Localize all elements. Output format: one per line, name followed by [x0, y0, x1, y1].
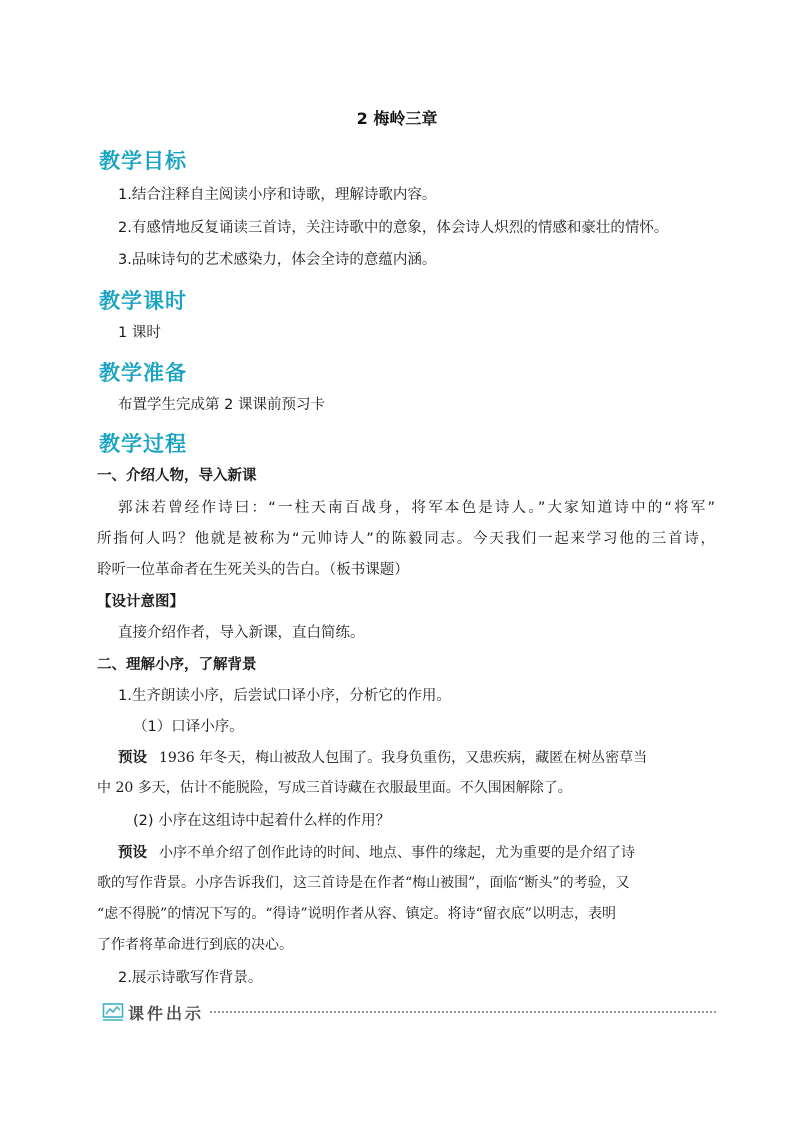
answer-1-line-2: 中 20 多天，估计不能脱险，写成三首诗藏在衣服最里面。不久围困解除了。	[97, 780, 572, 796]
part2-title: 二、理解小序，了解背景	[97, 657, 257, 673]
answer-1-line-1-text: 1936 年冬天，梅山被敌人包围了。我身负重伤，又患疾病，藏匿在树丛密草当	[159, 750, 648, 766]
footer-dotted-rule	[210, 1011, 716, 1013]
part1-title: 一、介绍人物，导入新课	[97, 468, 257, 484]
design-intent-text: 直接介绍作者，导入新课，直白简练。	[118, 625, 365, 641]
answer-2-line-1	[118, 844, 715, 862]
heading-hours: 教学课时	[99, 289, 187, 313]
answer-2-line-3: “虑不得脱”的情况下写的。“得诗”说明作者从容、镇定。将诗“留衣底”以明志，表明	[97, 906, 616, 922]
hours-text: 1 课时	[118, 325, 161, 341]
question-2: (2) 小序在这组诗中起着什么样的作用？	[133, 813, 391, 829]
goal-item-2: 2.有感情地反复诵读三首诗，关注诗歌中的意象，体会诗人炽烈的情感和豪壮的情怀。	[118, 220, 669, 236]
question-1: （1）口译小序。	[133, 719, 244, 735]
answer-2-line-2: 歌的写作背景。小序告诉我们，这三首诗是在作者“梅山被围”，面临“断头”的考验，又	[97, 875, 630, 891]
part1-para-line-3: 聆听一位革命者在生死关头的告白。（板书课题）	[97, 562, 409, 578]
heading-prep: 教学准备	[99, 361, 187, 385]
answer-1-line-1	[118, 749, 715, 767]
courseware-label: 课件出示	[128, 1004, 205, 1023]
heading-process: 教学过程	[99, 432, 187, 456]
answer-2-line-4: 了作者将革命进行到底的决心。	[97, 937, 293, 953]
part1-para-line-2: 所指何人吗？他就是被称为“元帅诗人”的陈毅同志。今天我们一起来学习他的三首诗，	[97, 531, 715, 547]
part2-step-2: 2.展示诗歌写作背景。	[118, 970, 263, 986]
preset-label-1: 预设	[118, 750, 147, 766]
goal-item-1: 1.结合注释自主阅读小序和诗歌，理解诗歌内容。	[118, 187, 437, 203]
preset-label-2: 预设	[118, 845, 147, 861]
chart-icon	[102, 1002, 124, 1022]
design-intent-label: 【设计意图】	[97, 594, 184, 610]
document-title: 2 梅岭三章	[356, 109, 438, 128]
prep-text: 布置学生完成第 2 课课前预习卡	[118, 397, 325, 413]
courseware-footer	[98, 1000, 716, 1024]
answer-2-line-1-text: 小序不单介绍了创作此诗的时间、地点、事件的缘起，尤为重要的是介绍了诗	[159, 845, 635, 861]
part1-para-line-1: 郭沫若曾经作诗曰：“一柱天南百战身，将军本色是诗人。”大家知道诗中的“将军”	[118, 500, 715, 516]
heading-goals: 教学目标	[99, 149, 187, 173]
part2-step-1: 1.生齐朗读小序，后尝试口译小序，分析它的作用。	[118, 688, 451, 704]
goal-item-3: 3.品味诗句的艺术感染力，体会全诗的意蕴内涵。	[118, 252, 437, 268]
